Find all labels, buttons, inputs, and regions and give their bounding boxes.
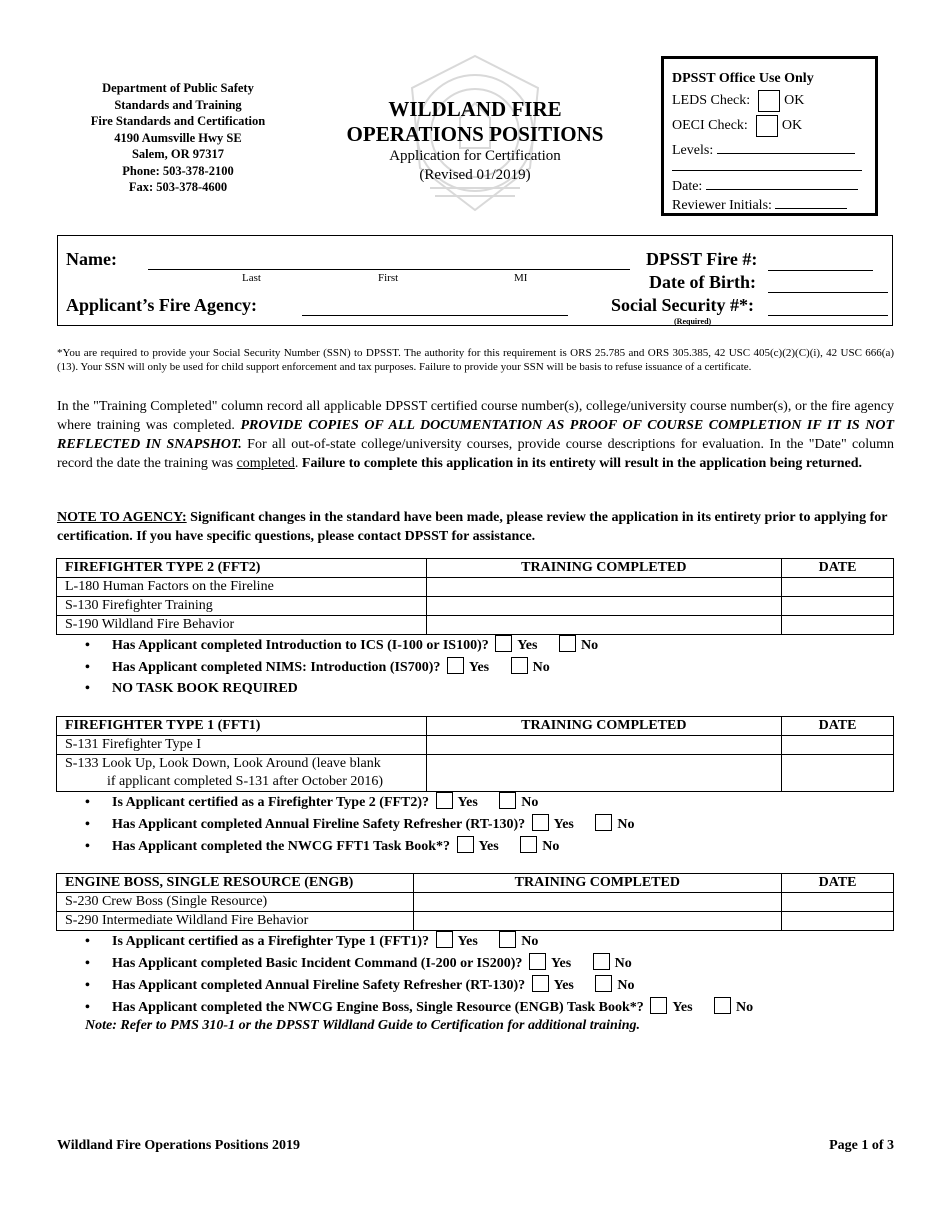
course-name-line2: if applicant completed S-131 after October 2016) bbox=[107, 774, 384, 789]
agency-line: Fire Standards and Certification bbox=[90, 114, 266, 128]
course-name: S-190 Wildland Fire Behavior bbox=[57, 616, 427, 635]
yes-label: Yes bbox=[550, 956, 572, 971]
agency-line: 4190 Aumsville Hwy SE bbox=[114, 130, 242, 145]
blank-line-field[interactable] bbox=[672, 157, 862, 171]
engb-table bbox=[56, 873, 894, 931]
course-name: L-180 Human Factors on the Fireline bbox=[57, 578, 427, 597]
engb-question-i200 bbox=[85, 953, 632, 974]
bullet: • bbox=[85, 839, 90, 854]
fft2-question-nims bbox=[85, 657, 550, 678]
fft2-table bbox=[56, 558, 894, 635]
note-to-agency bbox=[57, 508, 894, 546]
training-completed-header: TRAINING COMPLETED bbox=[426, 717, 782, 736]
yes-checkbox[interactable] bbox=[436, 931, 453, 948]
table-header-row bbox=[57, 717, 894, 736]
date-label: Date: bbox=[672, 179, 703, 194]
date-of-birth-label: Date of Birth: bbox=[649, 272, 756, 292]
date-cell[interactable] bbox=[782, 736, 894, 755]
instructions-completed-word: completed bbox=[236, 456, 295, 471]
fft1-header: FIREFIGHTER TYPE 1 (FFT1) bbox=[57, 717, 427, 736]
agency-line: Phone: 503-378-2100 bbox=[122, 163, 234, 178]
instructions-failure-warning: Failure to complete this application in its entirety will result in the application being returned. bbox=[301, 456, 863, 471]
training-completed-cell[interactable] bbox=[426, 578, 782, 597]
dpsst-fire-number-field[interactable] bbox=[768, 270, 873, 271]
no-checkbox[interactable] bbox=[511, 657, 528, 674]
leds-ok-label: OK bbox=[784, 93, 805, 108]
date-field[interactable] bbox=[706, 174, 858, 190]
no-label: No bbox=[532, 660, 550, 675]
no-checkbox[interactable] bbox=[499, 792, 516, 809]
course-name: S-130 Firefighter Training bbox=[57, 597, 427, 616]
ssn-disclosure-note: *You are required to provide your Social Security Number (SSN) to DPSST. The authority for this requirement is ORS 25.785 and ORS 305.385, 42 USC 405(c)(2)(C)(i), 42 USC 666(a)(13). Your SSN will only be used for child support enforcement and tax purposes. Failure to provide your SSN will be basis to refuse issuance of a certificate. bbox=[57, 347, 894, 373]
question-text: Has Applicant completed Annual Fireline Safety Refresher (RT-130)? bbox=[112, 817, 526, 832]
date-cell[interactable] bbox=[782, 755, 894, 792]
bullet: • bbox=[85, 956, 90, 971]
first-name-caption: First bbox=[378, 272, 399, 284]
instructions-paragraph bbox=[57, 397, 894, 473]
fft1-table bbox=[56, 716, 894, 792]
instructions-text-1: In the "Training Completed" column record all applicable DPSST certified course number(s), college/university course number(s), or the fire agency where training was completed. bbox=[57, 399, 894, 433]
yes-checkbox[interactable] bbox=[436, 792, 453, 809]
training-completed-cell[interactable] bbox=[413, 912, 782, 931]
agency-line: Fax: 503-378-4600 bbox=[128, 180, 228, 194]
yes-checkbox[interactable] bbox=[495, 635, 512, 652]
agency-line: Standards and Training bbox=[114, 97, 242, 112]
levels-row bbox=[672, 138, 875, 157]
no-label: No bbox=[542, 839, 560, 854]
ssn-required-caption: (Required) bbox=[674, 317, 712, 326]
middle-initial-caption: MI bbox=[514, 272, 528, 284]
question-text: Has Applicant completed Introduction to ICS (I-100 or IS100)? bbox=[112, 638, 489, 653]
table-header-row bbox=[57, 874, 894, 893]
fft1-question-rt130 bbox=[85, 814, 635, 835]
agency-line: Department of Public Safety bbox=[102, 81, 254, 95]
yes-label: Yes bbox=[672, 1000, 693, 1015]
no-label: No bbox=[617, 817, 635, 832]
office-use-title: DPSST Office Use Only bbox=[672, 71, 814, 86]
levels-field[interactable] bbox=[717, 138, 855, 154]
no-checkbox[interactable] bbox=[714, 997, 731, 1014]
training-completed-cell[interactable] bbox=[426, 755, 782, 792]
oeci-ok-label: OK bbox=[781, 118, 803, 133]
yes-checkbox[interactable] bbox=[447, 657, 464, 674]
no-label: No bbox=[521, 795, 539, 810]
form-subtitle: Application for Certification bbox=[389, 148, 561, 164]
engb-question-rt130 bbox=[85, 975, 635, 996]
fft2-no-task-book bbox=[85, 679, 298, 699]
form-title-line2: OPERATIONS POSITIONS bbox=[346, 122, 604, 146]
bullet: • bbox=[85, 795, 90, 810]
course-name: S-290 Intermediate Wildland Fire Behavior bbox=[57, 912, 414, 931]
leds-check-checkbox[interactable] bbox=[758, 90, 780, 112]
oeci-check-label: OECI Check: bbox=[672, 118, 748, 133]
name-field[interactable] bbox=[148, 269, 630, 270]
no-checkbox[interactable] bbox=[595, 975, 612, 992]
fire-agency-field[interactable] bbox=[302, 315, 568, 316]
no-checkbox[interactable] bbox=[499, 931, 516, 948]
bullet: • bbox=[85, 934, 90, 949]
yes-label: Yes bbox=[478, 839, 499, 854]
reviewer-row bbox=[672, 193, 875, 212]
no-checkbox[interactable] bbox=[520, 836, 537, 853]
yes-checkbox[interactable] bbox=[457, 836, 474, 853]
agency-address bbox=[58, 80, 298, 196]
date-of-birth-field[interactable] bbox=[768, 292, 888, 293]
date-cell[interactable] bbox=[782, 616, 894, 635]
levels-label: Levels: bbox=[672, 143, 714, 158]
engb-header: ENGINE BOSS, SINGLE RESOURCE (ENGB) bbox=[57, 874, 414, 893]
yes-label: Yes bbox=[457, 795, 478, 810]
oeci-check-checkbox[interactable] bbox=[756, 115, 778, 137]
training-completed-cell[interactable] bbox=[426, 736, 782, 755]
reviewer-field[interactable] bbox=[775, 193, 847, 209]
course-name bbox=[57, 755, 427, 792]
note-to-agency-text: Significant changes in the standard have been made, please review the application in its entirety prior to applying for certification. If you have specific questions, please contact DPSST for assistance. bbox=[57, 510, 888, 544]
course-name: S-230 Crew Boss (Single Resource) bbox=[57, 893, 414, 912]
yes-label: Yes bbox=[468, 660, 490, 675]
office-use-box bbox=[661, 56, 878, 216]
question-text: Has Applicant completed the NWCG FFT1 Task Book*? bbox=[112, 839, 450, 854]
date-header: DATE bbox=[782, 717, 894, 736]
question-text: Has Applicant completed NIMS: Introduction (IS700)? bbox=[112, 660, 441, 675]
question-text: Is Applicant certified as a Firefighter Type 2 (FFT2)? bbox=[112, 795, 430, 810]
fft2-question-ics bbox=[85, 635, 598, 656]
table-header-row bbox=[57, 559, 894, 578]
no-label: No bbox=[736, 1000, 754, 1015]
pms-reference-note: Note: Refer to PMS 310-1 or the DPSST Wildland Guide to Certification for additional training. bbox=[85, 1018, 640, 1033]
date-cell[interactable] bbox=[782, 578, 894, 597]
training-completed-header: TRAINING COMPLETED bbox=[426, 559, 782, 578]
no-label: No bbox=[521, 934, 539, 949]
table-row bbox=[57, 597, 894, 616]
training-completed-cell[interactable] bbox=[426, 597, 782, 616]
bullet: • bbox=[85, 660, 90, 675]
bullet: • bbox=[85, 681, 90, 696]
footer-page-number: Page 1 of 3 bbox=[829, 1138, 894, 1153]
applicant-info-box bbox=[57, 235, 893, 326]
table-row bbox=[57, 893, 894, 912]
date-cell[interactable] bbox=[782, 912, 894, 931]
bullet: • bbox=[85, 978, 90, 993]
no-label: No bbox=[617, 978, 635, 993]
table-row bbox=[57, 912, 894, 931]
last-name-caption: Last bbox=[242, 272, 261, 284]
yes-label: Yes bbox=[517, 638, 538, 653]
name-label: Name: bbox=[66, 249, 117, 269]
date-header: DATE bbox=[782, 559, 894, 578]
fft1-question-fft2-cert bbox=[85, 792, 538, 813]
no-checkbox[interactable] bbox=[559, 635, 576, 652]
instructions-documentation-warning: PROVIDE COPIES OF ALL DOCUMENTATION AS PROOF OF COURSE COMPLETION IF IT IS NOT REFLECTED IN SNAPSHOT. bbox=[57, 418, 894, 452]
leds-check-row bbox=[672, 88, 875, 113]
no-checkbox[interactable] bbox=[593, 953, 610, 970]
yes-label: Yes bbox=[553, 817, 574, 832]
question-text: NO TASK BOOK REQUIRED bbox=[112, 681, 298, 696]
training-completed-cell[interactable] bbox=[426, 616, 782, 635]
form-title-block bbox=[320, 97, 630, 185]
course-name: S-131 Firefighter Type I bbox=[57, 736, 427, 755]
yes-label: Yes bbox=[457, 934, 478, 949]
question-text: Has Applicant completed Basic Incident Command (I-200 or IS200)? bbox=[112, 956, 523, 971]
ssn-label: Social Security #*: bbox=[611, 295, 754, 315]
question-text: Has Applicant completed the NWCG Engine Boss, Single Resource (ENGB) Task Book*? bbox=[112, 1000, 644, 1015]
instructions-text-2: For all out-of-state college/university courses, provide course descriptions for evaluation. In the "Date" column record the date the training was bbox=[57, 437, 894, 471]
yes-checkbox[interactable] bbox=[532, 814, 549, 831]
training-completed-cell[interactable] bbox=[413, 893, 782, 912]
yes-checkbox[interactable] bbox=[650, 997, 667, 1014]
note-to-agency-label: NOTE TO AGENCY: bbox=[57, 510, 187, 525]
form-title-line1: WILDLAND FIRE bbox=[388, 97, 562, 121]
date-cell[interactable] bbox=[782, 893, 894, 912]
form-revision: (Revised 01/2019) bbox=[419, 167, 531, 183]
table-row bbox=[57, 736, 894, 755]
yes-checkbox[interactable] bbox=[532, 975, 549, 992]
course-name-line1: S-133 Look Up, Look Down, Look Around (leave blank bbox=[65, 756, 381, 771]
bullet: • bbox=[85, 638, 90, 653]
fft2-header: FIREFIGHTER TYPE 2 (FFT2) bbox=[57, 559, 427, 578]
agency-line: Salem, OR 97317 bbox=[131, 147, 224, 161]
question-text: Has Applicant completed Annual Fireline Safety Refresher (RT-130)? bbox=[112, 978, 526, 993]
training-completed-header: TRAINING COMPLETED bbox=[413, 874, 782, 893]
no-label: No bbox=[580, 638, 599, 653]
table-row bbox=[57, 616, 894, 635]
oeci-check-row bbox=[672, 113, 875, 138]
bullet: • bbox=[85, 1000, 90, 1015]
leds-check-label: LEDS Check: bbox=[672, 93, 751, 108]
bullet: • bbox=[85, 817, 90, 832]
ssn-field[interactable] bbox=[768, 315, 888, 316]
dpsst-fire-number-label: DPSST Fire #: bbox=[646, 249, 758, 269]
date-header: DATE bbox=[782, 874, 894, 893]
date-cell[interactable] bbox=[782, 597, 894, 616]
no-checkbox[interactable] bbox=[595, 814, 612, 831]
reviewer-label: Reviewer Initials: bbox=[672, 198, 772, 213]
footer-title: Wildland Fire Operations Positions 2019 bbox=[57, 1138, 300, 1153]
engb-question-task-book bbox=[85, 997, 753, 1018]
table-row bbox=[57, 578, 894, 597]
date-row bbox=[672, 174, 875, 193]
fire-agency-label: Applicant’s Fire Agency: bbox=[66, 295, 257, 315]
engb-question-fft1-cert bbox=[85, 931, 538, 952]
question-text: Is Applicant certified as a Firefighter Type 1 (FFT1)? bbox=[112, 934, 430, 949]
table-row bbox=[57, 755, 894, 792]
yes-label: Yes bbox=[553, 978, 574, 993]
instructions-period: . bbox=[294, 456, 299, 471]
yes-checkbox[interactable] bbox=[529, 953, 546, 970]
fft1-question-task-book bbox=[85, 836, 559, 857]
no-label: No bbox=[614, 956, 632, 971]
